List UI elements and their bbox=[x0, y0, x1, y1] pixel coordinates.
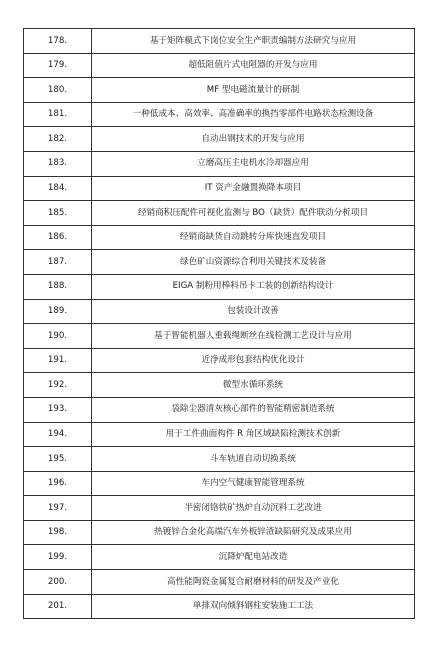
table-row bbox=[24, 520, 415, 545]
table-row bbox=[24, 471, 415, 496]
project-title: 斗车轨道自动切换系统 bbox=[92, 447, 415, 472]
project-title: 超低阻值片式电阻器的开发与应用 bbox=[92, 53, 415, 78]
row-number: 196. bbox=[24, 471, 92, 496]
project-title: 基于矩阵模式下岗位安全生产职责编制方法研究与应用 bbox=[92, 29, 415, 54]
project-title: 一种低成本、高效率、高准确率的换挡零部件电路状态检测设备 bbox=[92, 102, 415, 127]
project-title: 热镀锌合金化高端汽车外板锌渣缺陷研究及成果应用 bbox=[92, 520, 415, 545]
table-row bbox=[24, 250, 415, 275]
table-row bbox=[24, 397, 415, 422]
row-number: 180. bbox=[24, 78, 92, 103]
project-title: EIGA 制粉用棒料吊卡工装的创新结构设计 bbox=[92, 274, 415, 299]
project-title: 微型水循环系统 bbox=[92, 373, 415, 398]
table-row bbox=[24, 225, 415, 250]
project-title: 车内空气健康智能管理系统 bbox=[92, 471, 415, 496]
row-number: 200. bbox=[24, 570, 92, 595]
project-title: 近净成形包套结构优化设计 bbox=[92, 348, 415, 373]
row-number: 182. bbox=[24, 127, 92, 152]
project-title: 单排双向倾斜钢柱安装施工工法 bbox=[92, 594, 415, 619]
row-number: 183. bbox=[24, 151, 92, 176]
table-row bbox=[24, 151, 415, 176]
row-number: 184. bbox=[24, 176, 92, 201]
row-number: 198. bbox=[24, 520, 92, 545]
project-title: 立磨高压主电机水冷却器应用 bbox=[92, 151, 415, 176]
table-row bbox=[24, 102, 415, 127]
row-number: 181. bbox=[24, 102, 92, 127]
table-row bbox=[24, 594, 415, 619]
table-row bbox=[24, 545, 415, 570]
project-title: 基于智能机器人重载绳断丝在线检测工艺设计与应用 bbox=[92, 324, 415, 349]
document-page bbox=[23, 28, 414, 619]
table-row bbox=[24, 78, 415, 103]
row-number: 186. bbox=[24, 225, 92, 250]
row-number: 199. bbox=[24, 545, 92, 570]
row-number: 179. bbox=[24, 53, 92, 78]
row-number: 192. bbox=[24, 373, 92, 398]
row-number: 194. bbox=[24, 422, 92, 447]
row-number: 193. bbox=[24, 397, 92, 422]
project-title: 袋除尘器清灰核心部件的智能精密制造系统 bbox=[92, 397, 415, 422]
table-row bbox=[24, 201, 415, 226]
table-row bbox=[24, 496, 415, 521]
project-title: 半密闭铬铁矿热炉自动沉料工艺改进 bbox=[92, 496, 415, 521]
project-list-body bbox=[24, 29, 415, 619]
row-number: 201. bbox=[24, 594, 92, 619]
table-row bbox=[24, 29, 415, 54]
table-row bbox=[24, 324, 415, 349]
project-list-table bbox=[23, 28, 415, 619]
project-title: 经销商积压配件可视化监测与 BO（缺货）配件联动分析项目 bbox=[92, 201, 415, 226]
row-number: 190. bbox=[24, 324, 92, 349]
table-row bbox=[24, 447, 415, 472]
table-row bbox=[24, 422, 415, 447]
row-number: 188. bbox=[24, 274, 92, 299]
table-row bbox=[24, 348, 415, 373]
project-title: MF 型电磁流量计的研制 bbox=[92, 78, 415, 103]
row-number: 191. bbox=[24, 348, 92, 373]
row-number: 178. bbox=[24, 29, 92, 54]
project-title: 用于工件曲面构件 R 角区域缺陷检测技术创新 bbox=[92, 422, 415, 447]
table-row bbox=[24, 127, 415, 152]
row-number: 189. bbox=[24, 299, 92, 324]
row-number: 187. bbox=[24, 250, 92, 275]
table-row bbox=[24, 570, 415, 595]
project-title: IT 资产金融置换降本项目 bbox=[92, 176, 415, 201]
table-row bbox=[24, 373, 415, 398]
project-title: 高性能陶瓷金属复合耐磨材料的研发及产业化 bbox=[92, 570, 415, 595]
table-row bbox=[24, 299, 415, 324]
project-title: 沉降炉配电站改造 bbox=[92, 545, 415, 570]
row-number: 195. bbox=[24, 447, 92, 472]
project-title: 绿色矿山资源综合利用关键技术及装备 bbox=[92, 250, 415, 275]
table-row bbox=[24, 274, 415, 299]
table-row bbox=[24, 53, 415, 78]
project-title: 包装设计改善 bbox=[92, 299, 415, 324]
project-title: 经销商缺货自动跳转分库快速直发项目 bbox=[92, 225, 415, 250]
project-title: 自动出钢技术的开发与应用 bbox=[92, 127, 415, 152]
table-row bbox=[24, 176, 415, 201]
row-number: 185. bbox=[24, 201, 92, 226]
row-number: 197. bbox=[24, 496, 92, 521]
